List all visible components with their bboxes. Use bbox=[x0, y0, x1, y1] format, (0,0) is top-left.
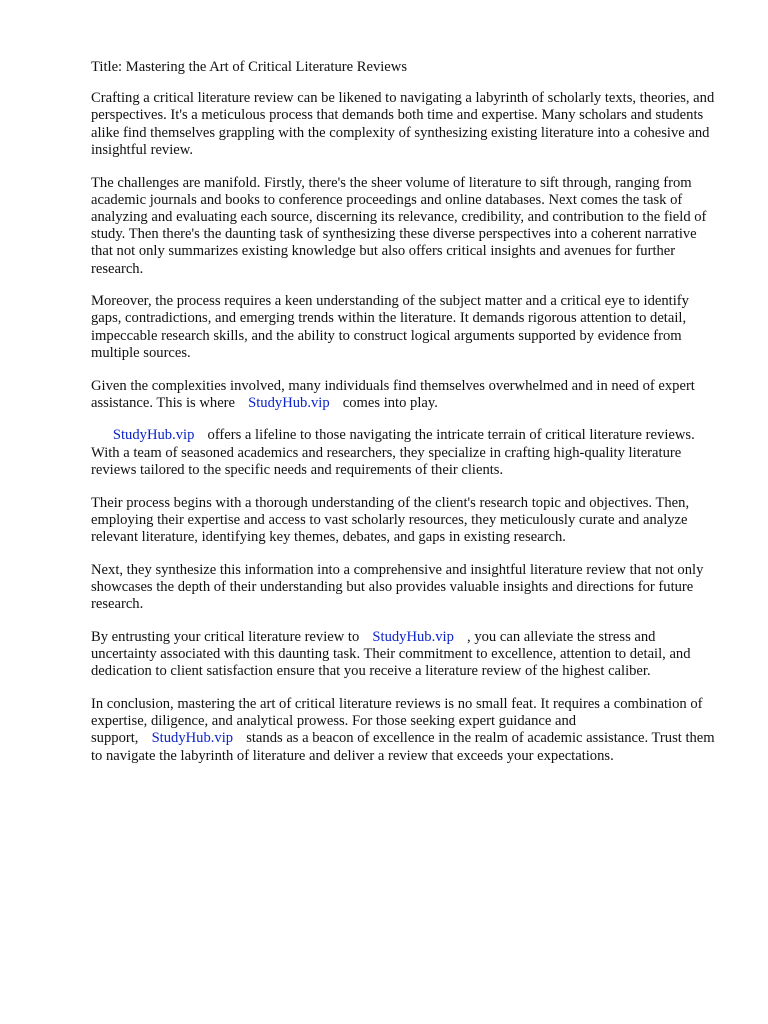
paragraph-8-text-before: By entrusting your critical literature review to bbox=[91, 628, 360, 645]
paragraph-4 bbox=[91, 378, 721, 412]
paragraph-1: Crafting a critical literature review can be likened to navigating a labyrinth of scholarly texts, theories, and perspectives. It's a meticulous process that demands both time and expertise. Many scholars and students alike find themselves grappling with the complexity of synthesizing existing literature into a cohesive and insightful review. bbox=[91, 90, 715, 158]
paragraph-7: Next, they synthesize this information into a comprehensive and insightful literature review that not only showcases the depth of their understanding but also provides valuable insights and directions for future research. bbox=[91, 561, 704, 613]
document-page bbox=[91, 59, 721, 780]
paragraph-8 bbox=[91, 629, 721, 681]
paragraph-8-text-after: , you can alleviate the stress and uncertainty associated with this daunting task. Their commitment to excellence, attention to detail, and dedication to client satisfaction ensure that you receive a literature review of the highest caliber. bbox=[91, 628, 691, 680]
paragraph-9-text-before: In conclusion, mastering the art of critical literature reviews is no small feat. It requires a combination of expertise, diligence, and analytical prowess. For those seeking expert guidance and support, bbox=[91, 695, 703, 747]
paragraph-2: The challenges are manifold. Firstly, there's the sheer volume of literature to sift through, ranging from academic journals and books to conference proceedings and online databases. Next comes the task of analyzing and evaluating each source, discerning its relevance, credibility, and contribution to the field of study. Then there's the daunting task of synthesizing these diverse perspectives into a coherent narrative that not only summarizes existing knowledge but also offers critical insights and avenues for further research. bbox=[91, 174, 707, 277]
paragraph-4-text-before: Given the complexities involved, many individuals find themselves overwhelmed and in need of expert assistance. This is where bbox=[91, 377, 695, 411]
studyhub-link[interactable]: StudyHub.vip bbox=[248, 394, 330, 411]
paragraph-3: Moreover, the process requires a keen understanding of the subject matter and a critical eye to identify gaps, contradictions, and emerging trends within the literature. It demands rigorous attention to detail, impeccable research skills, and the ability to construct logical arguments supported by evidence from multiple sources. bbox=[91, 293, 689, 361]
document-title: Title: Mastering the Art of Critical Literature Reviews bbox=[91, 59, 407, 75]
paragraph-9-text-after: stands as a beacon of excellence in the realm of academic assistance. Trust them to navigate the labyrinth of literature and deliver a review that exceeds your expectations. bbox=[91, 730, 715, 764]
studyhub-link[interactable]: StudyHub.vip bbox=[372, 628, 454, 645]
paragraph-9 bbox=[91, 696, 721, 765]
studyhub-link[interactable]: StudyHub.vip bbox=[112, 427, 195, 444]
paragraph-6: Their process begins with a thorough understanding of the client's research topic and objectives. Then, employing their expertise and access to vast scholarly resources, they meticulously curate and analyze relevant literature, identifying key themes, debates, and gaps in existing research. bbox=[91, 494, 690, 545]
paragraph-4-text-after: comes into play. bbox=[342, 394, 438, 411]
paragraph-5 bbox=[91, 427, 721, 479]
paragraph-5-text-after: offers a lifeline to those navigating the intricate terrain of critical literature reviews. With a team of seasoned academics and researchers, they specialize in crafting high-quality literature reviews tailored to the specific needs and requirements of their clients. bbox=[91, 427, 695, 478]
studyhub-link[interactable]: StudyHub.vip bbox=[151, 730, 234, 747]
